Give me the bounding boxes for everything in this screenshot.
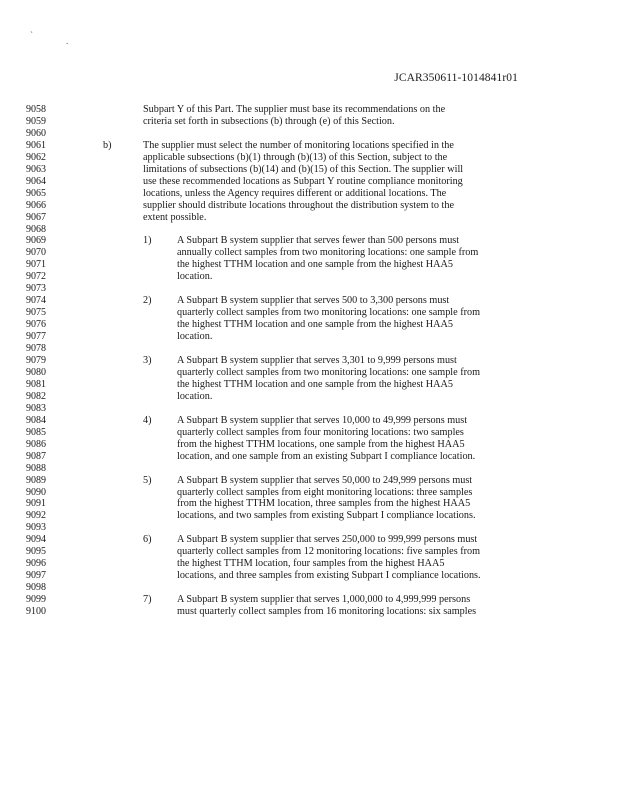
text-line bbox=[0, 307, 618, 319]
line-number: 9062 bbox=[26, 151, 46, 163]
line-text: location. bbox=[177, 390, 213, 402]
text-line bbox=[0, 546, 618, 558]
text-line bbox=[0, 391, 618, 403]
text-line bbox=[0, 343, 618, 355]
text-line bbox=[0, 439, 618, 451]
item-label: 2) bbox=[143, 295, 152, 307]
text-line bbox=[0, 606, 618, 618]
text-line bbox=[0, 463, 618, 475]
document-id: JCAR350611-1014841r01 bbox=[394, 72, 518, 84]
text-line bbox=[0, 331, 618, 343]
line-text: the highest TTHM location and one sample from the highest HAA5 bbox=[177, 259, 453, 271]
text-line bbox=[0, 104, 618, 116]
line-text: the highest TTHM location, four samples from the highest HAA5 bbox=[177, 558, 445, 570]
line-text: must quarterly collect samples from 16 monitoring locations: six samples bbox=[177, 606, 477, 618]
line-number: 9092 bbox=[26, 510, 46, 522]
line-number: 9065 bbox=[26, 187, 46, 199]
line-number: 9067 bbox=[26, 211, 46, 223]
line-number: 9098 bbox=[26, 582, 46, 594]
line-number: 9089 bbox=[26, 474, 46, 486]
line-number: 9080 bbox=[26, 366, 46, 378]
item-label: 4) bbox=[143, 414, 152, 426]
line-text: from the highest TTHM location, three samples from the highest HAA5 bbox=[177, 498, 471, 510]
line-number: 9070 bbox=[26, 247, 46, 259]
document-body bbox=[0, 104, 618, 618]
line-number: 9081 bbox=[26, 378, 46, 390]
text-line bbox=[0, 188, 618, 200]
line-number: 9078 bbox=[26, 343, 46, 355]
line-number: 9068 bbox=[26, 223, 46, 235]
line-number: 9059 bbox=[26, 115, 46, 127]
line-text: quarterly collect samples from eight monitoring locations: three samples bbox=[177, 486, 473, 498]
item-label: 3) bbox=[143, 355, 152, 367]
text-line bbox=[0, 594, 618, 606]
line-text: A Subpart B system supplier that serves 1,000,000 to 4,999,999 persons bbox=[177, 594, 471, 606]
line-text: A Subpart B system supplier that serves 250,000 to 999,999 persons must bbox=[177, 534, 478, 546]
text-line bbox=[0, 176, 618, 188]
line-text: A Subpart B system supplier that serves 3,301 to 9,999 persons must bbox=[177, 355, 457, 367]
item-label: 5) bbox=[143, 474, 152, 486]
line-text: from the highest TTHM locations, one sample from the highest HAA5 bbox=[177, 438, 465, 450]
line-number: 9071 bbox=[26, 259, 46, 271]
line-number: 9077 bbox=[26, 331, 46, 343]
line-number: 9100 bbox=[26, 606, 46, 618]
line-text: A Subpart B system supplier that serves 500 to 3,300 persons must bbox=[177, 295, 450, 307]
line-text: A Subpart B system supplier that serves 50,000 to 249,999 persons must bbox=[177, 474, 473, 486]
line-number: 9084 bbox=[26, 414, 46, 426]
line-text: A Subpart B system supplier that serves 10,000 to 49,999 persons must bbox=[177, 414, 468, 426]
line-text: extent possible. bbox=[143, 211, 207, 223]
text-line bbox=[0, 367, 618, 379]
line-text: supplier should distribute locations throughout the distribution system to the bbox=[143, 199, 454, 211]
text-line bbox=[0, 570, 618, 582]
line-number: 9069 bbox=[26, 235, 46, 247]
line-number: 9076 bbox=[26, 319, 46, 331]
line-number: 9086 bbox=[26, 438, 46, 450]
line-text: The supplier must select the number of monitoring locations specified in the bbox=[143, 139, 454, 151]
text-line bbox=[0, 200, 618, 212]
text-line bbox=[0, 140, 618, 152]
line-number: 9066 bbox=[26, 199, 46, 211]
text-line bbox=[0, 498, 618, 510]
line-number: 9097 bbox=[26, 570, 46, 582]
scan-mark: ` bbox=[30, 30, 33, 40]
text-line bbox=[0, 283, 618, 295]
item-label: 7) bbox=[143, 594, 152, 606]
line-number: 9087 bbox=[26, 450, 46, 462]
text-line bbox=[0, 271, 618, 283]
text-line bbox=[0, 235, 618, 247]
item-label: 1) bbox=[143, 235, 152, 247]
line-text: Subpart Y of this Part. The supplier must base its recommendations on the bbox=[143, 104, 446, 115]
text-line bbox=[0, 212, 618, 224]
line-number: 9079 bbox=[26, 355, 46, 367]
line-text: limitations of subsections (b)(14) and (b)(15) of this Section. The supplier will bbox=[143, 163, 464, 175]
line-number: 9075 bbox=[26, 307, 46, 319]
text-line bbox=[0, 295, 618, 307]
line-number: 9091 bbox=[26, 498, 46, 510]
text-line bbox=[0, 319, 618, 331]
line-number: 9060 bbox=[26, 127, 46, 139]
scan-mark: . bbox=[66, 36, 69, 46]
text-line bbox=[0, 475, 618, 487]
line-number: 9099 bbox=[26, 594, 46, 606]
text-line bbox=[0, 379, 618, 391]
text-line bbox=[0, 259, 618, 271]
line-text: A Subpart B system supplier that serves fewer than 500 persons must bbox=[177, 235, 460, 247]
line-number: 9094 bbox=[26, 534, 46, 546]
line-text: locations, and two samples from existing Subpart I compliance locations. bbox=[177, 510, 476, 522]
line-number: 9064 bbox=[26, 175, 46, 187]
text-line bbox=[0, 558, 618, 570]
line-text: annually collect samples from two monitoring locations: one sample from bbox=[177, 247, 479, 259]
line-text: applicable subsections (b)(1) through (b)(13) of this Section, subject to the bbox=[143, 151, 448, 163]
line-text: the highest TTHM location and one sample from the highest HAA5 bbox=[177, 378, 453, 390]
line-text: locations, and three samples from existing Subpart I compliance locations. bbox=[177, 570, 481, 582]
line-text: location. bbox=[177, 271, 213, 283]
line-text: locations, unless the Agency requires different or additional locations. The bbox=[143, 187, 447, 199]
line-text: quarterly collect samples from four monitoring locations: two samples bbox=[177, 426, 464, 438]
text-line bbox=[0, 247, 618, 259]
line-text: quarterly collect samples from 12 monitoring locations: five samples from bbox=[177, 546, 481, 558]
text-line bbox=[0, 522, 618, 534]
line-text: use these recommended locations as Subpart Y routine compliance monitoring bbox=[143, 175, 463, 187]
text-line bbox=[0, 487, 618, 499]
line-number: 9088 bbox=[26, 462, 46, 474]
line-text: criteria set forth in subsections (b) through (e) of this Section. bbox=[143, 115, 395, 127]
text-line bbox=[0, 415, 618, 427]
text-line bbox=[0, 116, 618, 128]
line-text: quarterly collect samples from two monitoring locations: one sample from bbox=[177, 307, 481, 319]
line-number: 9058 bbox=[26, 104, 46, 115]
line-number: 9063 bbox=[26, 163, 46, 175]
text-line bbox=[0, 152, 618, 164]
line-number: 9085 bbox=[26, 426, 46, 438]
line-number: 9093 bbox=[26, 522, 46, 534]
text-line bbox=[0, 451, 618, 463]
line-number: 9095 bbox=[26, 546, 46, 558]
subsection-label: b) bbox=[103, 139, 112, 151]
line-number: 9061 bbox=[26, 139, 46, 151]
text-line bbox=[0, 128, 618, 140]
line-number: 9083 bbox=[26, 402, 46, 414]
text-line bbox=[0, 355, 618, 367]
line-number: 9073 bbox=[26, 283, 46, 295]
text-line bbox=[0, 224, 618, 236]
text-line bbox=[0, 582, 618, 594]
line-text: location. bbox=[177, 331, 213, 343]
line-text: location, and one sample from an existing Subpart I compliance location. bbox=[177, 450, 476, 462]
item-label: 6) bbox=[143, 534, 152, 546]
line-number: 9072 bbox=[26, 271, 46, 283]
line-text: the highest TTHM location and one sample from the highest HAA5 bbox=[177, 319, 453, 331]
text-line bbox=[0, 534, 618, 546]
text-line bbox=[0, 164, 618, 176]
line-text: quarterly collect samples from two monitoring locations: one sample from bbox=[177, 366, 481, 378]
line-number: 9082 bbox=[26, 390, 46, 402]
text-line bbox=[0, 403, 618, 415]
text-line bbox=[0, 427, 618, 439]
line-number: 9090 bbox=[26, 486, 46, 498]
line-number: 9096 bbox=[26, 558, 46, 570]
line-number: 9074 bbox=[26, 295, 46, 307]
text-line bbox=[0, 510, 618, 522]
